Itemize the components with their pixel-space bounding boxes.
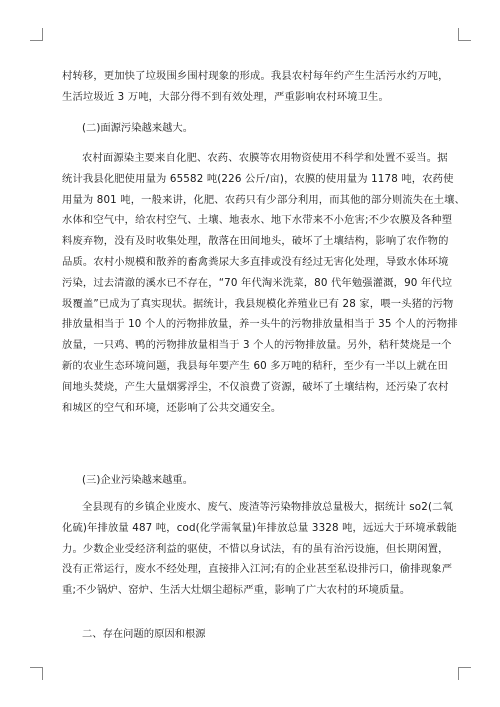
text-line: 化硫)年排放量 487 吨，cod(化学需氧量)年排放总量 3328 吨，远远大于环境承载能: [62, 521, 458, 534]
text-line: 统计我县化肥使用量为 65582 吨(226 公斤/亩)，农膜的使用量为 1178 吨，农药使: [62, 172, 454, 185]
text-line: 用量为 801 吨，一般来讲，化肥、农药只有少部分利用，而其他的部分则流失在土壤、: [62, 193, 466, 206]
text-line: 水体和空气中，给农村空气、土壤、地表水、地下水带来不小危害;不少农膜及各种塑: [62, 214, 453, 227]
paragraph-nonpoint-pollution: [62, 148, 466, 418]
text-line: 没有正常运行，废水不经处理，直接排入江河;有的企业甚至私设排污口，偷排现象严: [62, 563, 453, 576]
text-line: 村转移，更加快了垃圾围乡围村现象的形成。我县农村每年约产生生活污水约万吨，: [62, 70, 449, 82]
text-line: 排放量相当于 10 个人的污物排放量，养一头牛的污物排放量相当于 35 个人的污物排: [62, 318, 458, 331]
text-line: 间地头焚烧，产生大量烟雾浮尘，不仅浪费了资源，破坏了土壤结构，还污染了农村: [62, 380, 449, 393]
text-line: 力。少数企业受经济利益的驱使，不惜以身试法，有的虽有治污设施，但长期闲置，: [62, 542, 449, 555]
section-heading-causes: 二、存在问题的原因和根源: [82, 628, 206, 640]
section-heading-enterprise-pollution: (三)企业污染越来越重。: [82, 474, 194, 486]
text-line: 品质。农村小规模和散养的畜禽粪尿大多直排或没有经过无害化处理，导致水体环境: [62, 255, 449, 268]
text-line: 污染，过去清澈的溪水已不存在，“70 年代淘米洗菜，80 代年勉强灌溉，90 年代垃: [62, 276, 453, 289]
text-line: 农村面源染主要来自化肥、农药、农膜等农用物资使用不科学和处置不妥当。据: [82, 152, 448, 164]
text-line: 圾覆盖”已成为了真实现状。据统计，我县规模化养殖业已有 28 家，喂一头猪的污物: [62, 297, 454, 310]
paragraph-enterprise-pollution: [62, 497, 458, 601]
text-line: 生活垃圾近 3 万吨，大部分得不到有效处理，严重影响农村环境卫生。: [62, 90, 389, 103]
paragraph-village-waste: [62, 66, 449, 108]
text-line: 新的农业生态环境问题，我县每年要产生 60 多万吨的秸秆，至少有一半以上就在田: [62, 359, 448, 372]
text-line: 和城区的空气和环境，还影响了公共交通安全。: [62, 401, 282, 414]
text-line: 放量，一只鸡、鸭的污物排放量相当于 3 个人的污物排放量。另外，秸秆焚烧是一个: [62, 339, 452, 352]
crop-mark-bottom-right: [458, 667, 471, 680]
text-line: 料废弃物，没有及时收集处理，散落在田间地头，破坏了土壤结构，影响了农作物的: [62, 235, 449, 248]
text-line: 重;不少锅炉、窑炉、生活大灶烟尘超标严重，影响了广大农村的环境质量。: [62, 584, 411, 597]
text-line: 全县现有的乡镇企业废水、废气、废渣等污染物排放总量极大，据统计 so2(二氧: [82, 501, 454, 513]
crop-mark-bottom-left: [30, 667, 43, 680]
crop-mark-top-left: [30, 28, 43, 41]
crop-mark-top-right: [458, 28, 471, 41]
section-heading-nonpoint-pollution: (二)面源污染越来越大。: [82, 122, 194, 134]
